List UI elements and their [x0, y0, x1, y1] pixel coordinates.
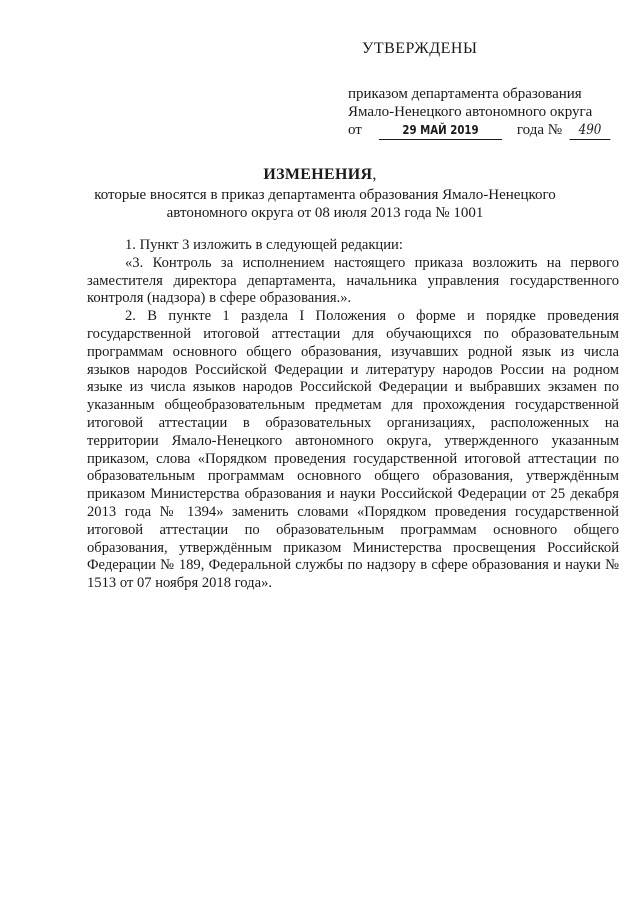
- approval-date-line: [348, 121, 614, 140]
- title-text: ИЗМЕНЕНИЯ: [263, 166, 373, 183]
- date-prefix: от: [348, 122, 362, 138]
- paragraph-1: 1. Пункт 3 изложить в следующей редакции:: [125, 237, 403, 253]
- title-comma: ,: [372, 166, 377, 183]
- paragraph-2: «3. Контроль за исполнением настоящего приказа возложить на первого заместителя директора департамента, начальника управления государственного контроля (надзора) в сфере образования.».: [87, 254, 619, 307]
- document-title: [0, 166, 640, 184]
- year-label: года №: [516, 122, 563, 138]
- approval-date-stamp: 29 МАЙ 2019: [379, 121, 502, 140]
- approval-heading: УТВЕРЖДЕНЫ: [362, 40, 478, 57]
- paragraph-3: 2. В пункте 1 раздела I Положения о форме и порядке проведения государственной итоговой аттестации для обучающихся по образовательным программам основного общего образования, изучавших родной язык из числа языков народов Российской Федерации и литературу народов России на родном языке из числа языков народов Российской Федерации и выбравших экзамен по указанным общеобразовательным предметам для прохождения государственной итоговой аттестации в образовательных организациях, расположенных на территории Ямало-Ненецкого автономного округа, утвержденного указанным приказом, слова «Порядком проведения государственной итоговой аттестации по образовательным программам основного общего образования, утверждённым приказом Министерства образования и науки Российской Федерации от 25 декабря 2013 года № 1394» заменить словами «Порядком проведения государственной итоговой аттестации по образовательным программам основного общего образования, утверждённым приказом Министерства просвещения Российской Федерации № 189, Федеральной службы по надзору в сфере образования и науки № 1513 от 07 ноября 2018 года».: [87, 308, 619, 592]
- document-body: [87, 237, 619, 593]
- order-number-handwritten: 490: [570, 121, 611, 140]
- approval-line-2: Ямало-Ненецкого автономного округа: [348, 104, 593, 120]
- approval-line-1: приказом департамента образования: [348, 86, 582, 102]
- document-subtitle: которые вносятся в приказ департамента образования Ямало-Ненецкого автономного округа от 08 июля 2013 года № 1001: [94, 187, 556, 221]
